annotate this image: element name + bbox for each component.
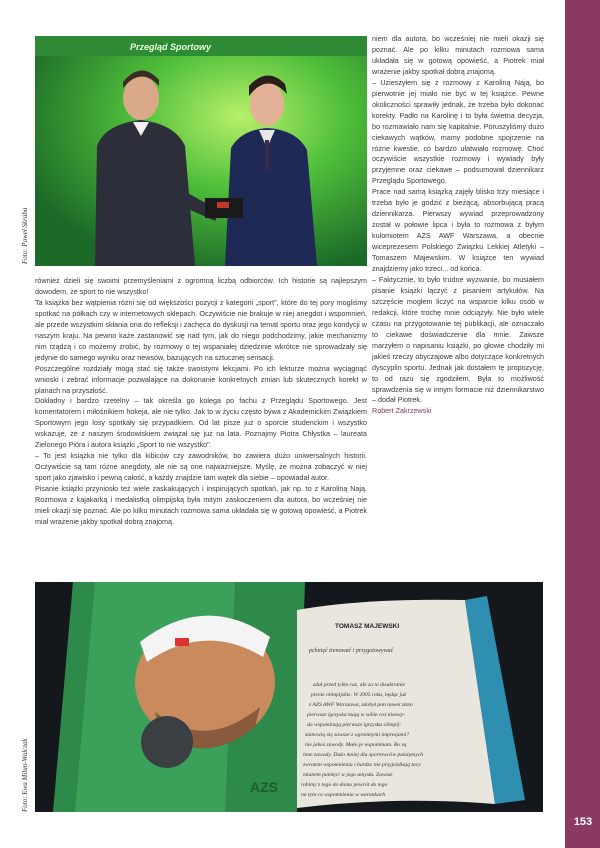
award-ceremony-photo	[35, 36, 367, 266]
book-line: zwrotem wspomnienia i bardzo nie przyjeżdżają tacy	[303, 762, 421, 768]
paragraph: Prace nad samą książką zajęły blisko trzy miesiące i trzeba było je godzić z bieżącą, absorbującą pracą dziennikarza. Pierwszy wywiad przeprowadzony został w połowie lipca i była to rozmowa z byłym kulomiotem AZS AWF Warszawa, a obecnie wiceprezesem Polskiego Związku Lekkiej Atletyki – Tomaszem Majewskim. W książce ten wywiad znajdziemy jako trzeci... od końca.	[372, 187, 544, 274]
paragraph: Ta książka bez wątpienia różni się od większości pozycji z kategorii „sport", które do tej pory mogliśmy spotkać na półkach czy w internetowych sklepach. Oczywiście nie brakuje w niej anegdot i wspomnień, ale przede wszystkim skłania ona do refleksji i zachęca do dyskusji na temat sportu oraz jego kondycji w naszym kraju. Na pewno każe zastanowić się nad tym, jak do niego podchodzimy, jakie mechanizmy nim rządzą i co możemy zrobić, by rozmowy o tej wspaniałej dziedzinie wkrótce nie sprowadzały się jedynie do samego wyniku oraz newsów, bazujących na sztucznej sensacji.	[35, 297, 367, 362]
jersey-text: AZS	[250, 779, 278, 795]
book-line: robimy z tego do domu powrót do tego	[301, 782, 388, 788]
book-line: zdał przed tylko raz, ale za to dwukrotnie	[313, 682, 406, 688]
photo-credit-bottom: Foto: Ewa Milun-Walczak	[21, 738, 29, 812]
paragraph: – To jest książka nie tylko dla kibiców czy zawodników, bo zawiera dużo uniwersalnych historii. Oczywiście są tam różne anegdoty, ale nie są one najważniejsze. Myślę, że można zobaczyć w niej sport jako zjawisko i pewną całość, a każdy znajdzie tam wątek dla siebie – opowiadał autor.	[35, 451, 367, 483]
article-column-left	[35, 276, 367, 526]
paragraph: Poszczególne rozdziały mogą stać się także swoistymi lekcjami. Po ich lekturze można wyciągnąć wnioski i zebrać informacje pozwalające na dokonanie konkretnych zmian lub skutecznych korekt w planach na przyszłość.	[35, 363, 367, 395]
book-line: stanowią się zawsze z ogromnymi impresjami?	[305, 732, 410, 738]
book-title-line: pchnięć trenować i przygotowywać	[309, 648, 394, 654]
paragraph: Dokładny i bardzo rzetelny – tak określa go kolega po fachu z Przeglądu Sportowego. Jest komentatorem i miłośnikiem hokeja, ale nie tylko. Jak to w życiu często bywa z Akademickim Związkiem Sportowym jego losy spotkały się przypadkiem. Od lat pisze już o sporcie studenckim i wszystko wskazuje, że z naszym środowiskiem związał się już na lata. Poznajmy Piotra Chłystka – laureata Zielonego Pióra i autora książki „Sport to nie wszystko".	[35, 396, 367, 450]
book-line: do wspominają pierwsze igrzyska olimpij-	[307, 722, 402, 728]
article-column-right	[372, 34, 544, 417]
book-line: mianem pamięci w jego umysłu. Zawsze	[303, 772, 393, 778]
paragraph: niem dla autora, bo wcześniej nie mieli okazji się poznać. Ale po kilku minutach rozmowa sama układała się w gotową opowieść, a Piotrek miał wrażenie jakby spotkał dobrą znajomą.	[372, 34, 544, 76]
open-book-photo	[35, 582, 543, 812]
book-line: z AZS AWF Warszawa, zdobył pan nawet złoto	[309, 702, 413, 708]
article-author: Robert Zakrzewski	[372, 406, 432, 416]
book-line: na tym co wspomnienia w warunkach	[301, 792, 386, 798]
book-line: nie jakoś zawody. Mało je wspominam. Bo są	[305, 742, 407, 748]
banner-text: Przegląd Sportowy	[130, 42, 212, 52]
page-number: 153	[573, 816, 593, 828]
book-line: pierwsze igrzyska mają w sobie coś niezwy-	[307, 712, 405, 718]
paragraph: Pisanie książki przyniosło też wiele zaskakujących i inspirujących spotkań, jak np. to z Karoliną Nają. Rozmowa z kajakarką i medalistką olimpijską była mitym zaskoczeniem dla autora, bo wcześniej nie mieli okazji się poznać. Ale po kilku minutach rozmowa sama układała się w gotową opowieść, a Piotrek miał wrażenie jakby spotkał dobrą znajomą.	[35, 484, 367, 526]
photo-credit-top: Foto: Paweł Skraba	[21, 207, 29, 264]
paragraph: – Uzieszyłem się z rozmowy z Karoliną Nają, bo pierwotnie jej miało nie być w tej książce. Pewne okoliczności sprawiły jednak, że trzeba było dokonać korekty. Padło na Karolinę i to była świetna decyzja, bo rozmawiało nam się kapitalnie. Poruszyliśmy dużo ciekawych wątków, mamy podobne spojrzenie na różne kwestie, co bardzo ułatwiało rozmowę. Choć oczywiście wszystkie rozmowy i wywiady były przyjemne oraz ciekawe – podsumował dziennikarz Przeglądu Sportowego.	[372, 77, 544, 186]
paragraph: – Faktycznie, to było trudne wyzwanie, bo musiałem pisanie książki łączyć z pisaniem artykułów. Na szczęście mogłem liczyć na wsparcie kilku osób w redakcji, które trochę mnie odciążyły. Nie było wiele czasu na przygotowanie tej publikacji, ale oznaczało to ciekawe doświadczenie dla mnie. Zawsze marzyłem o napisaniu książki, po głowie chodziły mi jakieś rzeczy obyczajowe albo dotyczące konkretnych dyscyplin sportu. Jednak jak dostałem tę propozycję, to od razu się zgodziłem. Była to możliwość sprawdzenia się w innym formacie niż dziennikarstwo – dodał Piotrek.	[372, 274, 544, 405]
book-line: pienie olimpijskie. W 2005 roku, będąc już	[311, 692, 407, 698]
page-accent-bar	[565, 0, 600, 848]
book-header: TOMASZ MAJEWSKI	[335, 623, 400, 630]
paragraph: również dzieli się swoimi przemyśleniami z ogromną liczbą odbiorców. Ich historie są najlepszym dowodem, że sport to nie wszystko!	[35, 276, 367, 296]
book-line: inne zawody. Dużo mniej dla sportowców pamiętnych	[303, 752, 424, 758]
